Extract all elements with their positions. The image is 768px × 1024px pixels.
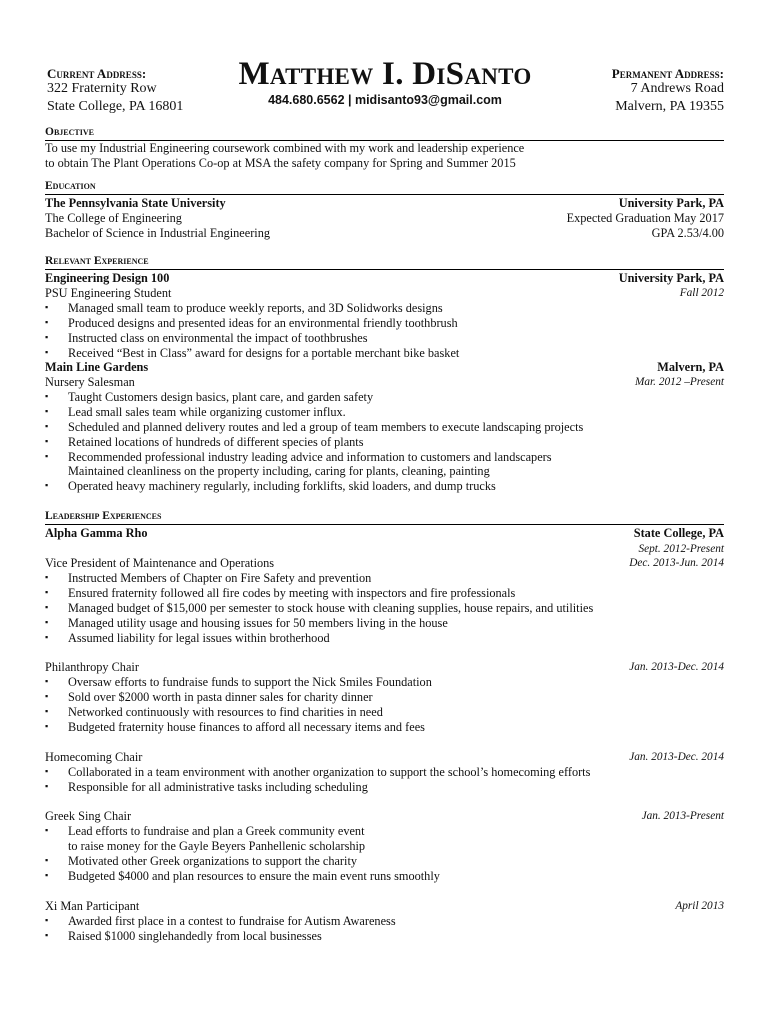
degree: Bachelor of Science in Industrial Engineering <box>45 226 271 240</box>
job-2-org: Main Line Gardens <box>45 360 149 374</box>
role-2-bullets <box>45 675 724 735</box>
list-item: ▪ Recommended professional industry leading advice and information to customers and landscapers <box>45 450 724 465</box>
job-1-role: PSU Engineering Student <box>45 286 172 300</box>
list-item: ▪ Lead small sales team while organizing customer influx. <box>45 405 724 420</box>
list-item: ▪ Received “Best in Class” award for designs for a portable merchant bike basket <box>45 346 724 361</box>
school-name: The Pennsylvania State University <box>45 196 226 210</box>
list-item: ▪ Responsible for all administrative tasks including scheduling <box>45 780 724 795</box>
list-item: ▪ Taught Customers design basics, plant care, and garden safety <box>45 390 724 405</box>
experience-divider <box>45 269 724 270</box>
job-1-subheader <box>45 286 724 301</box>
list-item: ▪ Raised $1000 singlehandedly from local businesses <box>45 929 724 944</box>
list-item: ▪ Lead efforts to fundraise and plan a Greek community event <box>45 824 724 839</box>
job-2-location: Malvern, PA <box>657 360 724 374</box>
role-2-header <box>45 660 724 675</box>
role-4-header <box>45 809 724 824</box>
job-2-role: Nursery Salesman <box>45 375 135 389</box>
job-2-header <box>45 360 724 375</box>
role-3-date: Jan. 2013-Dec. 2014 <box>629 751 724 763</box>
resume-name: Matthew I. DiSanto <box>238 56 532 92</box>
list-item: ▪ Assumed liability for legal issues within brotherhood <box>45 631 724 646</box>
list-item: ▪ Instructed Members of Chapter on Fire Safety and prevention <box>45 571 724 586</box>
list-item: ▪ Managed budget of $15,000 per semester to stock house with cleaning supplies, house repairs, and utilities <box>45 601 724 616</box>
role-5-bullets <box>45 914 724 944</box>
list-item: ▪ Sold over $2000 worth in pasta dinner sales for charity dinner <box>45 690 724 705</box>
list-item: ▪ Produced designs and presented ideas for an environmental friendly toothbrush <box>45 316 724 331</box>
leadership-title: Leadership Experiences <box>45 510 162 522</box>
list-item: to raise money for the Gayle Beyers Panhellenic scholarship <box>68 838 366 853</box>
role-1-date1: Sept. 2012-Present <box>638 543 724 555</box>
leadership-header <box>45 526 724 541</box>
list-item: ▪ Instructed class on environmental the impact of toothbrushes <box>45 331 724 346</box>
job-1-org: Engineering Design 100 <box>45 271 170 285</box>
role-3-title: Homecoming Chair <box>45 750 143 764</box>
role-4-title: Greek Sing Chair <box>45 809 132 823</box>
list-item: ▪ Retained locations of hundreds of different species of plants <box>45 435 724 450</box>
objective-line2: to obtain The Plant Operations Co-op at MSA the safety company for Spring and Summer 2015 <box>45 156 516 170</box>
objective-title: Objective <box>45 126 94 138</box>
job-1-location: University Park, PA <box>618 271 724 285</box>
list-item: ▪ Ensured fraternity followed all fire codes by meeting with inspectors and fire professionals <box>45 586 724 601</box>
current-address-label: Current Address: <box>47 66 147 81</box>
list-item: ▪ Oversaw efforts to fundraise funds to support the Nick Smiles Foundation <box>45 675 724 690</box>
list-item: ▪ Budgeted fraternity house finances to afford all necessary items and fees <box>45 720 724 735</box>
role-5-title: Xi Man Participant <box>45 899 140 913</box>
school-location: University Park, PA <box>618 196 724 210</box>
role-3-bullets <box>45 765 724 795</box>
list-item: ▪ Budgeted $4000 and plan resources to ensure the main event runs smoothly <box>45 869 724 884</box>
role-1-bullets <box>45 571 724 645</box>
list-item: ▪ Awarded first place in a contest to fundraise for Autism Awareness <box>45 914 724 929</box>
role-5-date: April 2013 <box>675 900 724 912</box>
list-item: ▪ Motivated other Greek organizations to support the charity <box>45 854 724 869</box>
list-item: ▪ Collaborated in a team environment with another organization to support the school’s homecoming efforts <box>45 765 724 780</box>
permanent-address-line1: 7 Andrews Road <box>630 81 724 96</box>
role-1-header <box>45 556 724 571</box>
role-5-header <box>45 899 724 914</box>
list-item: ▪ Operated heavy machinery regularly, including forklifts, skid loaders, and dump trucks <box>45 479 724 494</box>
college-name: The College of Engineering <box>45 211 182 225</box>
job-2-bullets <box>45 390 724 494</box>
role-1-date2: Dec. 2013-Jun. 2014 <box>629 557 724 569</box>
education-row-1 <box>45 196 724 211</box>
current-address-line2: State College, PA 16801 <box>47 99 184 114</box>
experience-title: Relevant Experience <box>45 255 149 267</box>
education-row-2 <box>45 211 724 226</box>
leadership-org: Alpha Gamma Rho <box>45 526 148 540</box>
permanent-address-label: Permanent Address: <box>611 66 724 81</box>
list-item: ▪ Managed small team to produce weekly reports, and 3D Solidworks designs <box>45 301 724 316</box>
job-1-date: Fall 2012 <box>679 287 724 299</box>
job-1-bullets <box>45 301 724 361</box>
role-1-title: Vice President of Maintenance and Operations <box>45 556 275 570</box>
job-2-subheader <box>45 375 724 390</box>
objective-line1: To use my Industrial Engineering coursework combined with my work and leadership experience <box>45 141 525 155</box>
job-2-date: Mar. 2012 –Present <box>634 376 724 388</box>
gpa: GPA 2.53/4.00 <box>651 226 724 240</box>
list-item: ▪ Scheduled and planned delivery routes and led a group of team members to execute landscaping projects <box>45 420 724 435</box>
graduation-date: Expected Graduation May 2017 <box>566 211 724 225</box>
contact-info: 484.680.6562 | midisanto93@gmail.com <box>268 93 502 107</box>
role-4-bullets <box>45 824 724 884</box>
job-1-header <box>45 271 724 286</box>
list-item: Maintained cleanliness on the property including, caring for plants, cleaning, painting <box>68 464 490 479</box>
list-item: ▪ Managed utility usage and housing issues for 50 members living in the house <box>45 616 724 631</box>
role-2-date: Jan. 2013-Dec. 2014 <box>629 661 724 673</box>
permanent-address-line2: Malvern, PA 19355 <box>615 99 724 114</box>
role-2-title: Philanthropy Chair <box>45 660 139 674</box>
leadership-location: State College, PA <box>633 526 724 540</box>
list-item: ▪ Networked continuously with resources to find charities in need <box>45 705 724 720</box>
education-title: Education <box>45 180 96 192</box>
education-divider <box>45 194 724 195</box>
role-4-date: Jan. 2013-Present <box>641 810 724 822</box>
current-address-line1: 322 Fraternity Row <box>47 81 157 96</box>
education-row-3 <box>45 226 724 241</box>
role-3-header <box>45 750 724 765</box>
leadership-divider <box>45 524 724 525</box>
